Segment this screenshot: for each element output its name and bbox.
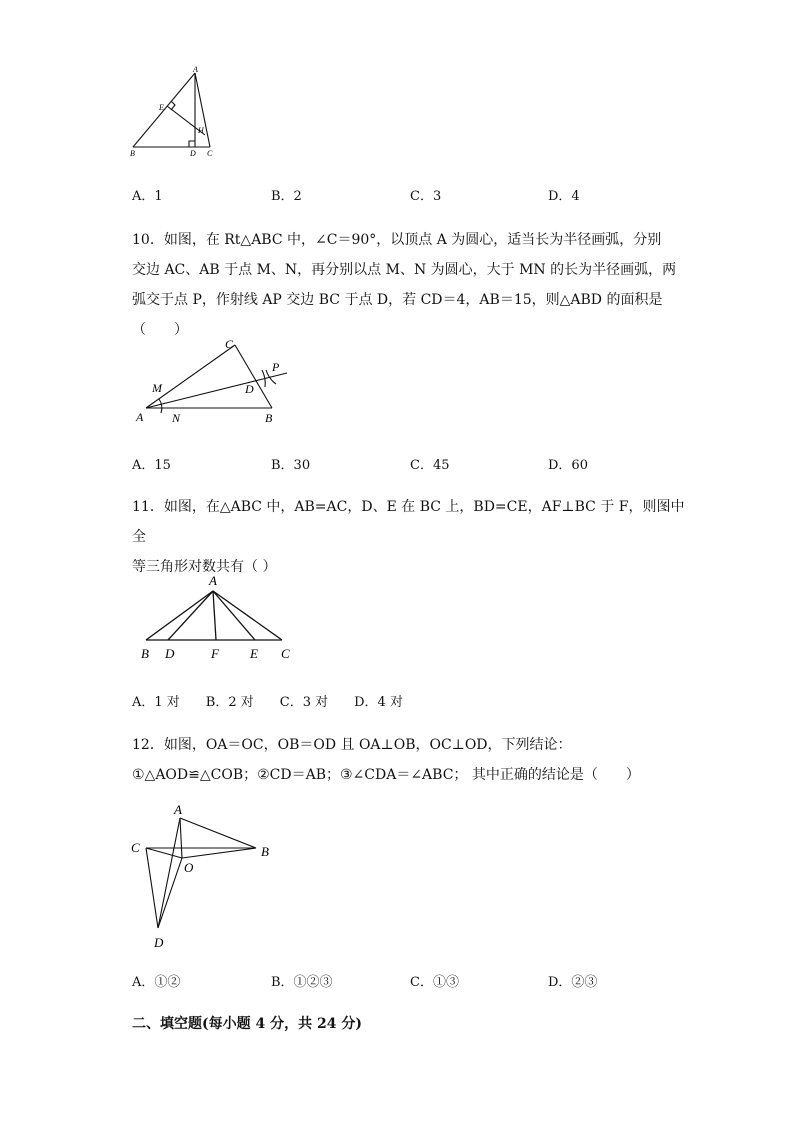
q9-option-d[interactable]: D．4 <box>548 189 580 204</box>
fig12-label-d: D <box>154 935 164 950</box>
fig9-label-c: C <box>207 149 213 158</box>
q11-option-d[interactable]: D．4 对 <box>354 695 403 710</box>
fig12-label-o: O <box>184 860 194 875</box>
q11-text <box>132 492 692 582</box>
fig9-label-h: H <box>198 126 204 135</box>
fig11-label-f: F <box>211 646 219 661</box>
fig10-label-b: B <box>265 411 273 425</box>
fig9-label-a: A <box>193 65 198 74</box>
q11-option-c[interactable]: C．3 对 <box>279 695 329 710</box>
q12-line-1: 12．如图，OA＝OC，OB＝OD 且 OA⊥OB，OC⊥OD，下列结论： <box>132 737 572 753</box>
fig10-label-p: P <box>272 360 280 374</box>
q10-line-3: 弧交于点 P，作射线 AP 交边 BC 于点 D，若 CD＝4，AB＝15，则△ABD 的面积是（ ） <box>132 292 663 338</box>
fig12-label-c: C <box>131 840 140 855</box>
figure-q9 <box>125 62 225 162</box>
q12-option-d[interactable]: D．②③ <box>548 975 598 990</box>
q11-option-a[interactable]: A．1 对 <box>132 695 180 710</box>
q9-option-c[interactable]: C．3 <box>410 189 442 204</box>
fig10-label-c: C <box>225 337 234 351</box>
fig10-label-n: N <box>172 411 181 425</box>
q11-line-2: 等三角形对数共有（ ） <box>132 559 277 575</box>
q12-option-c[interactable]: C．①③ <box>410 975 459 990</box>
q10-line-2: 交边 AC、AB 于点 M、N，再分别以点 M、N 为圆心，大于 MN 的长为半径画弧，两 <box>132 262 677 278</box>
q12-line-2: ①△AOD≌△COB；②CD＝AB；③∠CDA＝∠ABC； 其中正确的结论是（ ） <box>132 767 640 783</box>
fig11-label-c: C <box>281 646 290 661</box>
q10-option-d[interactable]: D．60 <box>548 458 588 473</box>
q9-option-b[interactable]: B．2 <box>271 189 302 204</box>
q12-option-a[interactable]: A．①② <box>132 975 181 990</box>
fig11-label-a: A <box>209 573 217 588</box>
q10-option-b[interactable]: B．30 <box>271 458 311 473</box>
section-heading-fill-in: 二、填空题(每小题 4 分，共 24 分) <box>132 1016 362 1032</box>
fig10-label-m: M <box>152 381 162 395</box>
q12-option-b[interactable]: B．①②③ <box>271 975 333 990</box>
fig12-label-a: A <box>174 802 182 817</box>
q9-option-a[interactable]: A．1 <box>132 189 163 204</box>
q10-option-a[interactable]: A．15 <box>132 458 171 473</box>
figure-q11 <box>132 570 302 662</box>
figure-q10 <box>132 335 297 430</box>
q10-text <box>132 225 692 345</box>
q11-line-1: 11．如图，在△ABC 中，AB=AC，D、E 在 BC 上，BD=CE，AF⊥BC 于 F，则图中全 <box>132 499 685 545</box>
fig9-label-d: D <box>190 149 196 158</box>
fig9-label-e: E <box>159 103 164 112</box>
fig12-label-b: B <box>261 844 269 859</box>
fig11-label-e: E <box>250 646 258 661</box>
fig9-label-b: B <box>130 149 135 158</box>
q12-text <box>132 730 692 790</box>
q11-options <box>132 691 403 710</box>
q11-option-b[interactable]: B．2 对 <box>205 695 254 710</box>
q10-line-1: 10．如图，在 Rt△ABC 中，∠C＝90°，以顶点 A 为圆心，适当长为半径画弧，分别 <box>132 232 662 248</box>
fig10-label-d: D <box>245 382 254 396</box>
fig11-label-d: D <box>165 646 175 661</box>
fig10-label-a: A <box>136 410 144 424</box>
figure-q12 <box>128 800 278 955</box>
q10-option-c[interactable]: C．45 <box>410 458 450 473</box>
fig11-label-b: B <box>141 646 149 661</box>
